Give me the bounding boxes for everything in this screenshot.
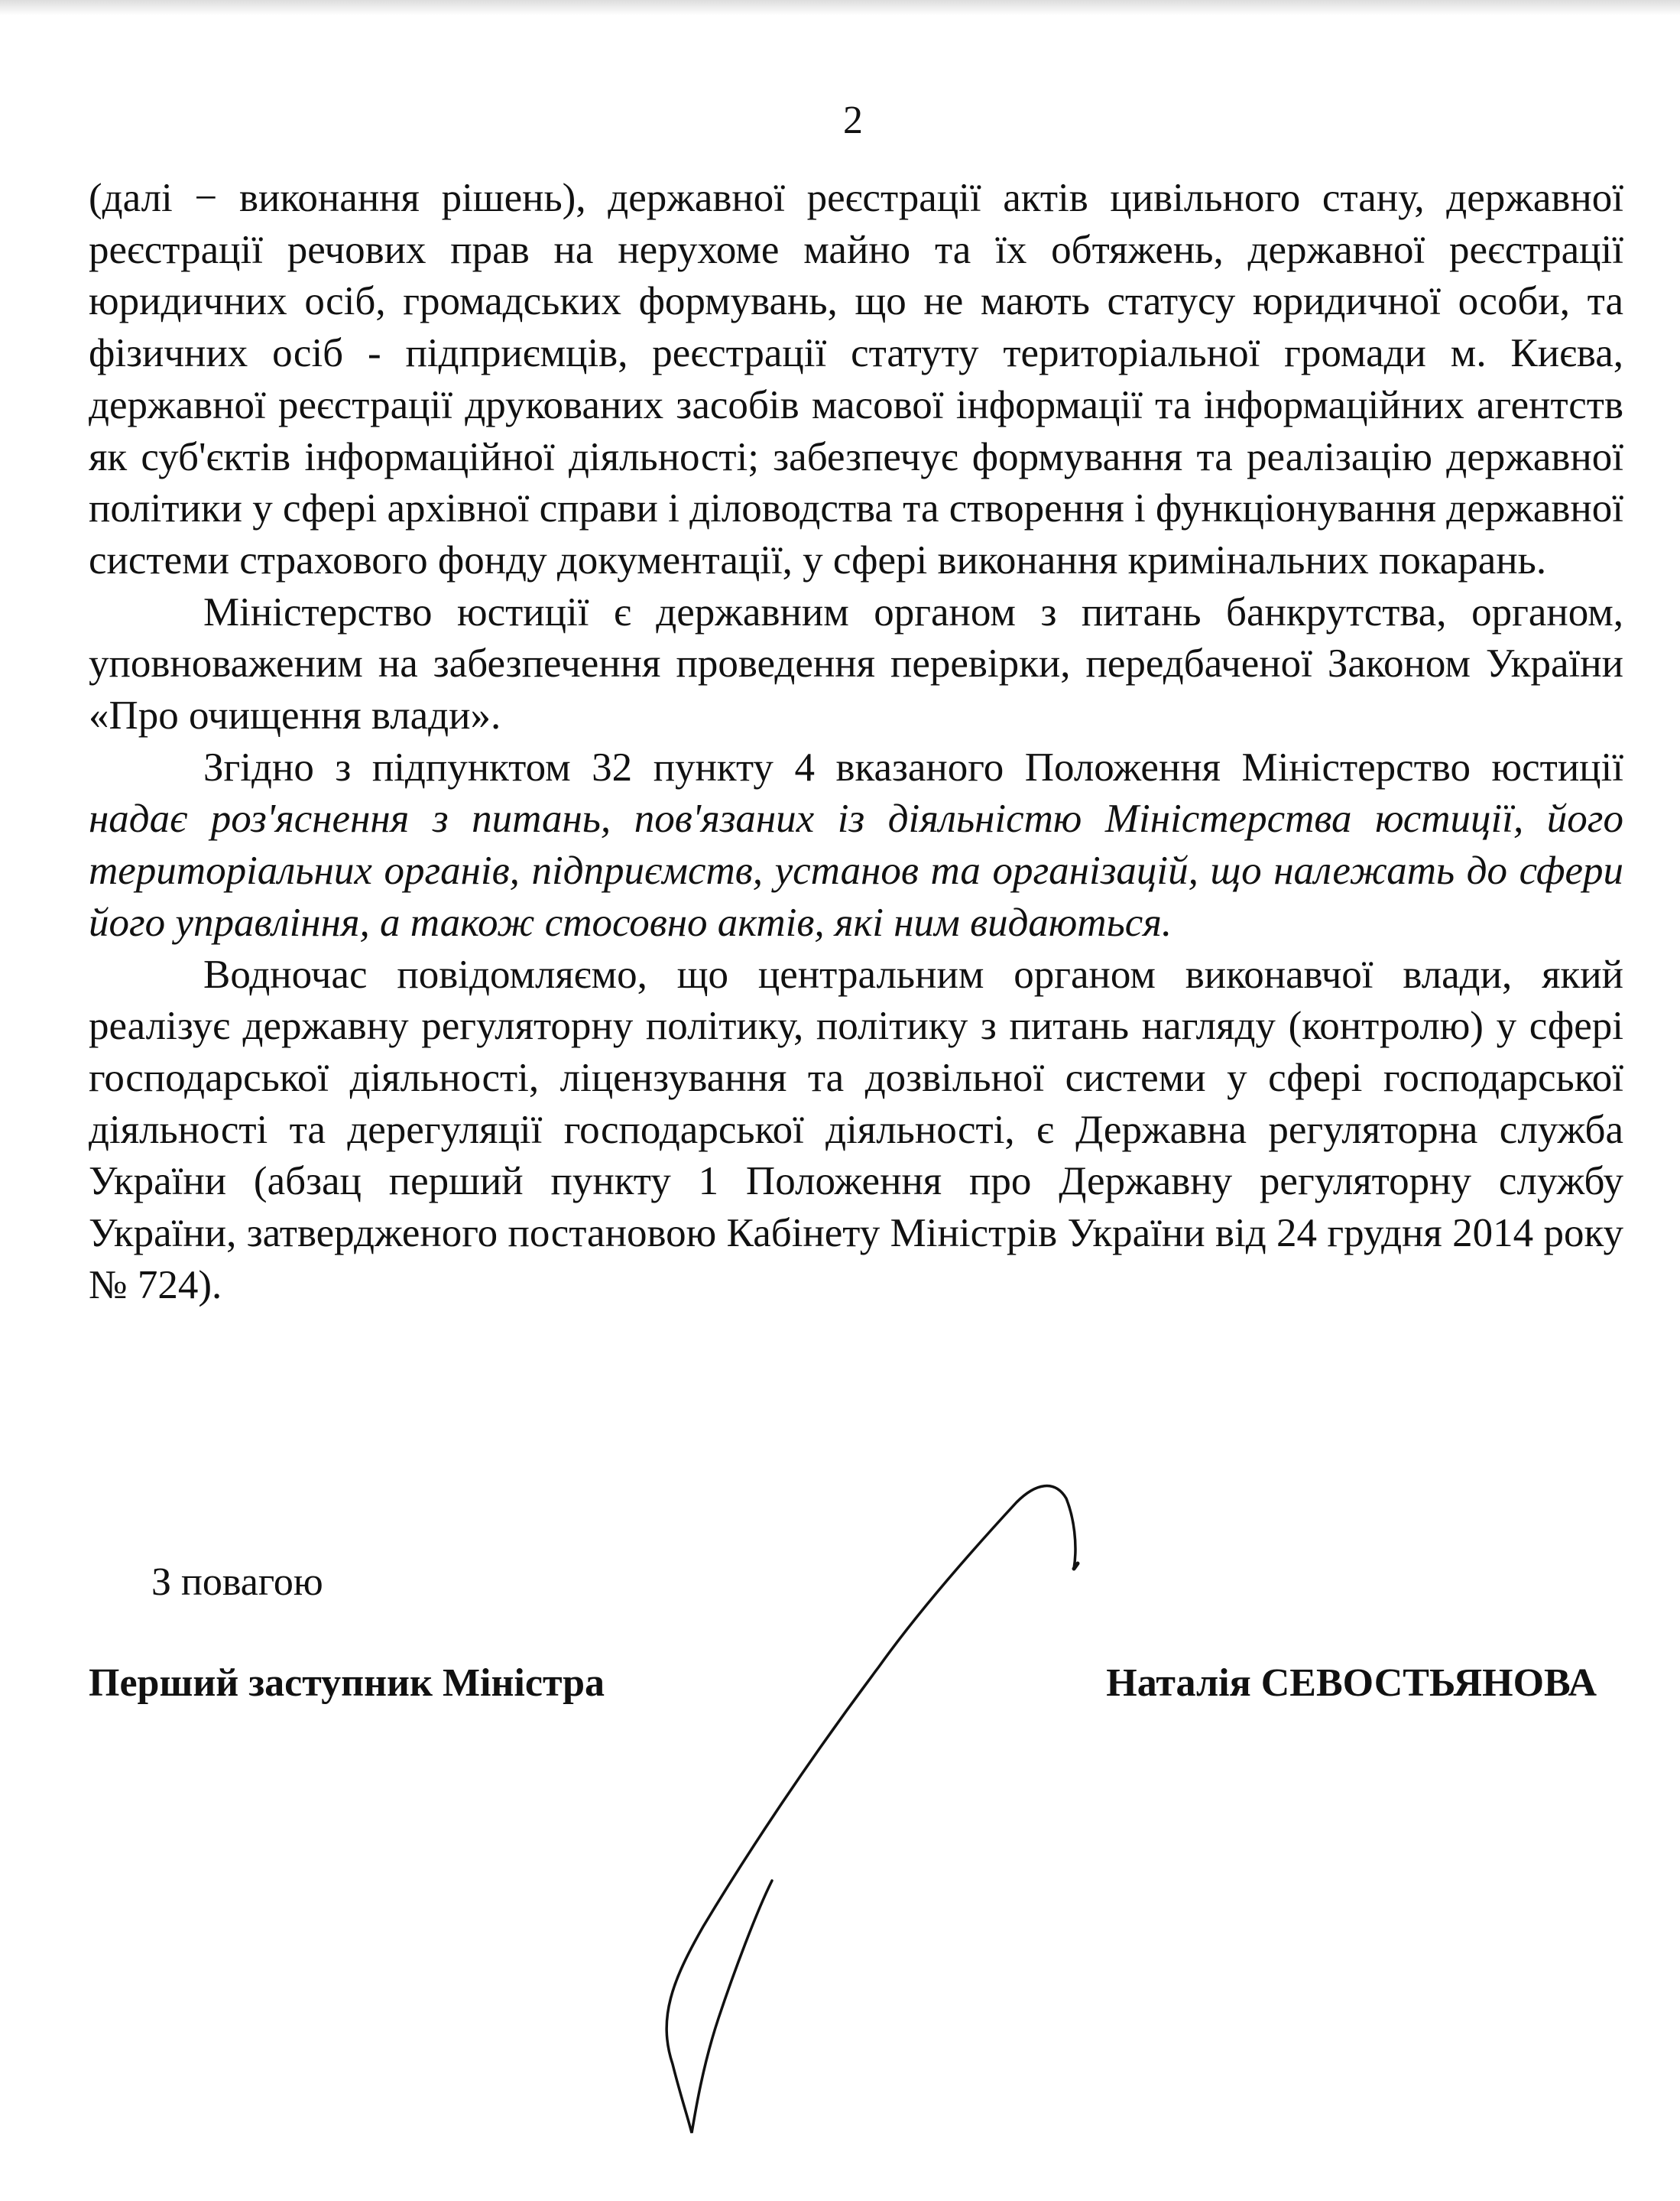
paragraph-3 [89, 742, 1623, 950]
paragraph-4: Водночас повідомляємо, що центральним органом виконавчої влади, який реалізує державну регуляторну політику, політику з питань нагляду (контролю) у сфері господарської діяльності, ліцензування та дозвільної системи у сфері господарської діяльності та дерегуляції господарської діяльності, є Державна регуляторна служба України (абзац перший пункту 1 Положення про Державну регуляторну службу України, затвердженого постановою Кабінету Міністрів України від 24 грудня 2014 року № 724). [89, 952, 1623, 1307]
page-number: 2 [843, 99, 863, 142]
paragraph-2: Міністерство юстиції є державним органом з питань банкрутства, органом, уповноваженим на забезпечення проведення перевірки, передбаченої Законом України «Про очищення влади». [89, 589, 1623, 739]
paragraph-1: (далі − виконання рішень), державної реєстрації актів цивільного стану, державної реєстрації речових прав на нерухоме майно та їх обтяжень, державної реєстрації юридичних осіб, громадських формувань, що не мають статусу юридичної особи, та фізичних осіб - підприємців, реєстрації статуту територіальної громади м. Києва, державної реєстрації друкованих засобів масової інформації та інформаційних агентств як суб'єктів інформаційної діяльності; забезпечує формування та реалізацію державної політики у сфері архівної справи і діловодства та створення і функціонування державної системи страхового фонду документації, у сфері виконання кримінальних покарань. [89, 176, 1623, 583]
letter-body [89, 173, 1623, 1311]
signatory-name: Наталія СЕВОСТЬЯНОВА [1106, 1661, 1597, 1705]
paragraph-3-italic-quote: надає роз'яснення з питань, пов'язаних із діяльністю Міністерства юстиції, його територіальних органів, підприємств, установ та організацій, що належать до сфери його управління, а також стосовно актів, які ним видаються [89, 797, 1623, 945]
scan-edge-shadow [0, 0, 1680, 15]
closing-phrase: З повагою [151, 1560, 323, 1604]
signatory-title: Перший заступник Міністра [89, 1661, 605, 1705]
paragraph-3-end: . [1161, 900, 1172, 945]
paragraph-3-text: Згідно з підпунктом 32 пункту 4 вказаного Положення Міністерство юстиції [203, 745, 1623, 790]
